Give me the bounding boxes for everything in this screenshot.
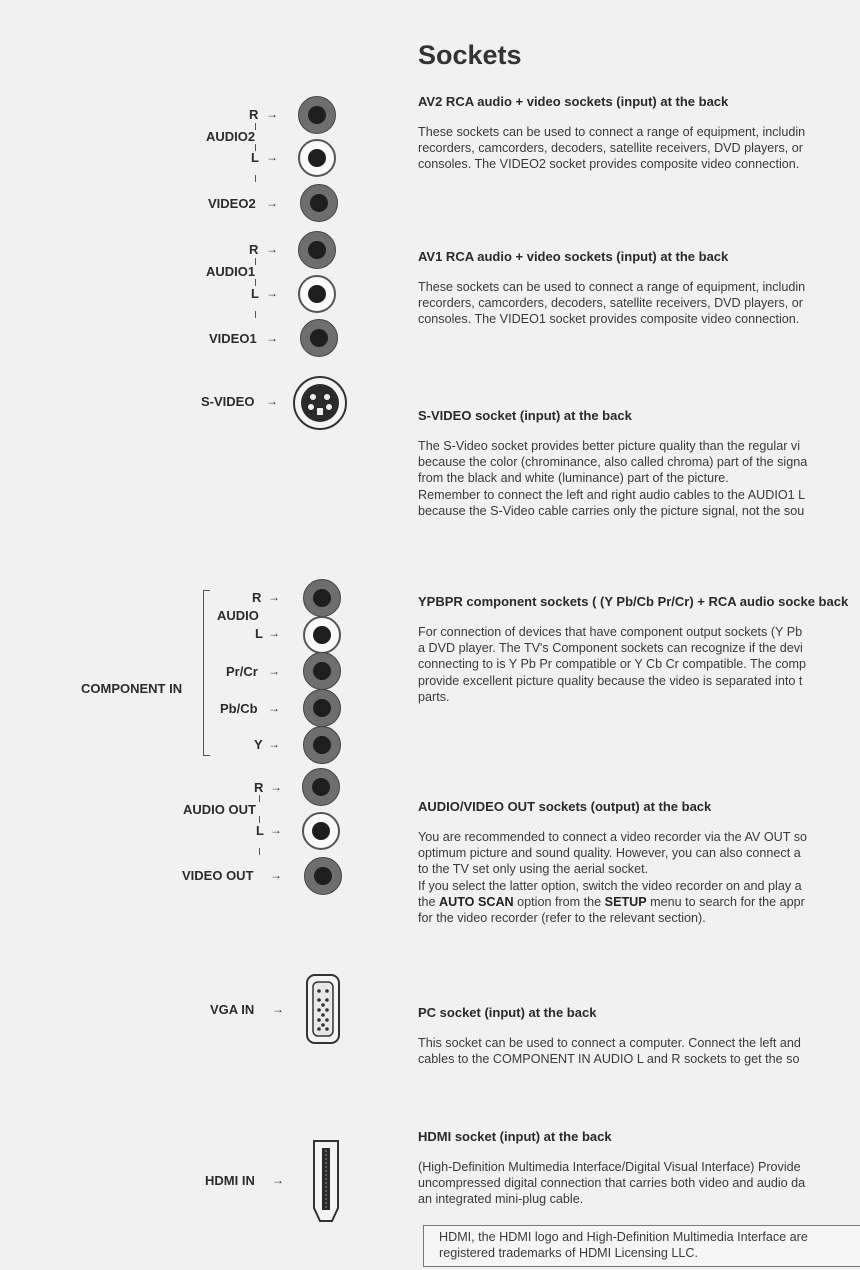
video2-jack (300, 184, 338, 222)
svideo-socket-icon (292, 375, 348, 431)
section-ypbpr-line: For connection of devices that have component output sockets (Y Pb (418, 625, 803, 639)
section-avout-line: the (418, 894, 440, 909)
trademark-note-line: registered trademarks of HDMI Licensing LLC. (439, 1246, 698, 1260)
section-ypbpr-heading: YPBPR component sockets ( (Y Pb/Cb Pr/Cr) + RCA audio socke back (418, 594, 849, 609)
section-svideo-line: because the S-Video cable carries only the picture signal, not the sou (418, 503, 805, 518)
audio-out-l-label: L (256, 823, 264, 838)
section-pc (418, 1005, 860, 1067)
section-av2-line: These sockets can be used to connect a range of equipment, includin (418, 125, 806, 139)
section-avout-line: If you select the latter option, switch the video recorder on and play a (418, 878, 802, 893)
audio-out-label: AUDIO OUT (183, 802, 256, 817)
audio1-r-jack (298, 231, 336, 269)
section-hdmi (418, 1129, 860, 1208)
section-svideo-line: The S-Video socket provides better picture quality than the regular vi (418, 439, 800, 453)
video1-jack (300, 319, 338, 357)
setup-term: SETUP (604, 894, 647, 909)
pbcb-arrow: → (268, 701, 280, 715)
vga-in-arrow: → (272, 1002, 284, 1016)
prcr-jack (303, 652, 341, 690)
section-ypbpr-line: parts. (418, 689, 450, 704)
video-out-arrow: → (270, 868, 282, 882)
audio1-r-label: R (249, 242, 259, 257)
section-avout-line: to the TV set only using the aerial socket. (418, 862, 649, 877)
component-audio-label: AUDIO (217, 608, 259, 623)
video2-label: VIDEO2 (208, 196, 256, 211)
audio1-r-arrow: → (266, 242, 278, 256)
auto-scan-term: AUTO SCAN (439, 894, 514, 909)
tick (259, 848, 260, 855)
section-svideo-line: Remember to connect the left and right audio cables to the AUDIO1 L (418, 487, 806, 502)
section-ypbpr-line: connecting to is Y Pb Pr compatible or Y Cb Cr compatible. The comp (418, 657, 807, 672)
section-avout (418, 799, 860, 926)
section-avout-line: for the video recorder (refer to the relevant section). (418, 911, 706, 926)
section-svideo (418, 408, 860, 519)
video1-arrow: → (266, 331, 278, 345)
component-in-bracket (203, 590, 210, 756)
video-out-jack (304, 857, 342, 895)
trademark-note-line: HDMI, the HDMI logo and High-Definition Multimedia Interface are (439, 1230, 808, 1244)
trademark-note (423, 1225, 860, 1267)
component-audio-r-label: R (252, 590, 262, 605)
svideo-arrow: → (266, 394, 278, 408)
section-av2-line: recorders, camcorders, decoders, satellite receivers, DVD players, or (418, 141, 803, 156)
section-avout-heading: AUDIO/VIDEO OUT sockets (output) at the back (418, 799, 712, 814)
audio1-l-arrow: → (266, 286, 278, 300)
audio2-l-label: L (251, 150, 259, 165)
tick (255, 258, 256, 265)
section-av2 (418, 94, 860, 173)
section-hdmi-heading: HDMI socket (input) at the back (418, 1129, 612, 1144)
audio-out-r-jack (302, 768, 340, 806)
audio2-label: AUDIO2 (206, 129, 256, 144)
tick (255, 175, 256, 182)
prcr-label: Pr/Cr (226, 664, 258, 679)
y-label: Y (254, 737, 263, 752)
section-av1-line: consoles. The VIDEO1 socket provides composite video connection. (418, 312, 800, 327)
y-arrow: → (268, 737, 280, 751)
hdmi-socket-icon (311, 1138, 341, 1224)
section-av1-heading: AV1 RCA audio + video sockets (input) at the back (418, 249, 729, 264)
section-av2-line: consoles. The VIDEO2 socket provides composite video connection. (418, 157, 800, 172)
component-in-label: COMPONENT IN (81, 681, 183, 696)
video-out-label: VIDEO OUT (182, 868, 254, 883)
section-hdmi-line: uncompressed digital connection that carries both video and audio da (418, 1176, 806, 1191)
audio-out-l-arrow: → (270, 823, 282, 837)
component-audio-l-jack (303, 616, 341, 654)
audio1-l-jack (298, 275, 336, 313)
tick (259, 816, 260, 823)
section-avout-line: menu to search for the appr (646, 894, 805, 909)
video2-arrow: → (266, 196, 278, 210)
section-av1 (418, 249, 860, 328)
section-avout-line: option from the (513, 894, 605, 909)
section-pc-heading: PC socket (input) at the back (418, 1005, 597, 1020)
audio-out-r-arrow: → (270, 780, 282, 794)
section-ypbpr (418, 594, 860, 705)
audio-out-r-label: R (254, 780, 264, 795)
y-jack (303, 726, 341, 764)
audio2-r-arrow: → (266, 107, 278, 121)
video1-label: VIDEO1 (209, 331, 257, 346)
svideo-label: S-VIDEO (201, 394, 255, 409)
hdmi-in-label: HDMI IN (205, 1173, 255, 1188)
section-hdmi-line: (High-Definition Multimedia Interface/Digital Visual Interface) Provide (418, 1160, 801, 1174)
section-ypbpr-line: a DVD player. The TV's Component sockets can recognize if the devi (418, 641, 803, 656)
component-audio-l-arrow: → (268, 626, 280, 640)
section-avout-line: optimum picture and sound quality. However, you can also connect a (418, 846, 801, 861)
section-svideo-heading: S-VIDEO socket (input) at the back (418, 408, 632, 423)
component-audio-r-arrow: → (268, 590, 280, 604)
hdmi-in-arrow: → (272, 1173, 284, 1187)
section-av2-heading: AV2 RCA audio + video sockets (input) at the back (418, 94, 729, 109)
component-audio-r-jack (303, 579, 341, 617)
tick (259, 795, 260, 802)
section-hdmi-line: an integrated mini-plug cable. (418, 1192, 584, 1207)
section-pc-line: cables to the COMPONENT IN AUDIO L and R sockets to get the so (418, 1052, 800, 1067)
tick (255, 311, 256, 318)
pbcb-label: Pb/Cb (220, 701, 258, 716)
section-pc-line: This socket can be used to connect a computer. Connect the left and (418, 1036, 801, 1050)
audio2-l-jack (298, 139, 336, 177)
vga-socket-icon (305, 973, 341, 1045)
vga-in-label: VGA IN (210, 1002, 255, 1017)
section-svideo-line: because the color (chrominance, also called chroma) part of the signa (418, 455, 808, 470)
tick (255, 279, 256, 286)
section-svideo-line: from the black and white (luminance) part of the picture. (418, 471, 729, 486)
audio1-l-label: L (251, 286, 259, 301)
section-av1-line: recorders, camcorders, decoders, satellite receivers, DVD players, or (418, 296, 803, 311)
component-audio-l-label: L (255, 626, 263, 641)
audio2-l-arrow: → (266, 150, 278, 164)
audio2-r-jack (298, 96, 336, 134)
section-av1-line: These sockets can be used to connect a range of equipment, includin (418, 280, 806, 294)
audio1-label: AUDIO1 (206, 264, 256, 279)
audio2-r-label: R (249, 107, 259, 122)
prcr-arrow: → (268, 664, 280, 678)
pbcb-jack (303, 689, 341, 727)
tick (255, 123, 256, 130)
section-avout-line: You are recommended to connect a video recorder via the AV OUT so (418, 830, 807, 844)
audio-out-l-jack (302, 812, 340, 850)
section-ypbpr-line: provide excellent picture quality because the video is separated into t (418, 673, 803, 688)
page-title: Sockets (418, 40, 522, 70)
